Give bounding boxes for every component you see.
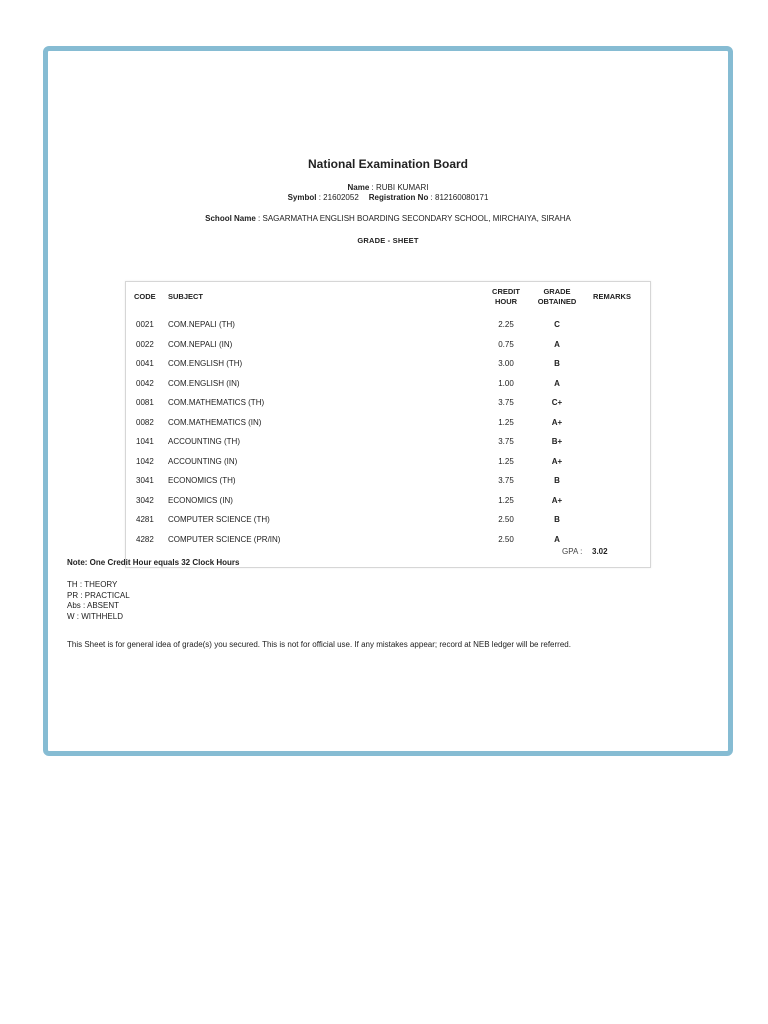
header-credit-hour	[484, 287, 528, 307]
subject-name: COM.MATHEMATICS (TH)	[168, 398, 265, 407]
table-row	[126, 394, 650, 414]
table-row	[126, 336, 650, 356]
subject-code: 0041	[136, 359, 154, 368]
subject-code: 1042	[136, 456, 154, 466]
credit-hour: 3.75	[498, 476, 514, 485]
grade-obtained: C	[554, 320, 560, 329]
credit-hour: 1.25	[498, 456, 514, 466]
subject-code: 0081	[136, 398, 154, 407]
credit-hour: 1.25	[498, 417, 514, 427]
credit-hour: 3.00	[498, 359, 514, 368]
gpa-label: GPA :	[562, 547, 583, 556]
credit-hour: 1.00	[498, 378, 514, 388]
grade-obtained: A	[554, 339, 560, 349]
header-grade-line2: OBTAINED	[537, 297, 577, 306]
grade-sheet-frame	[43, 46, 733, 756]
table-row	[126, 492, 650, 512]
credit-hour: 0.75	[498, 339, 514, 349]
grade-obtained: B+	[551, 437, 563, 446]
header-credit-line1: CREDIT	[492, 287, 520, 296]
grade-obtained: A+	[551, 495, 563, 505]
subject-code: 0021	[136, 320, 154, 329]
grade-obtained: B	[554, 515, 560, 524]
grade-obtained: B	[554, 359, 560, 368]
legend-item: PR : PRACTICAL	[67, 590, 130, 600]
table-row	[126, 453, 650, 473]
name-label: Name	[347, 183, 370, 192]
credit-hour: 2.50	[498, 515, 514, 524]
table-row	[126, 355, 650, 375]
table-row	[126, 316, 650, 336]
gpa-value: 3.02	[592, 547, 608, 556]
header-grade-line1: GRADE	[543, 287, 571, 296]
grade-obtained: C+	[551, 398, 563, 407]
header-remarks: REMARKS	[593, 292, 631, 301]
subject-name: ECONOMICS (IN)	[168, 495, 233, 505]
table-row	[126, 375, 650, 395]
board-title: National Examination Board	[307, 157, 469, 171]
credit-hour: 2.50	[498, 534, 514, 544]
symbol-registration-line: Symbol : 21602052 Registration No : 812160080171	[287, 193, 489, 202]
registration-label: Registration No	[368, 193, 429, 202]
subject-name: COM.ENGLISH (TH)	[168, 359, 243, 368]
header-subject: SUBJECT	[168, 292, 204, 301]
table-row	[126, 511, 650, 531]
subject-name: ECONOMICS (TH)	[168, 476, 236, 485]
grade-obtained: A	[554, 534, 560, 544]
student-name-line: Name : RUBI KUMARI	[347, 183, 429, 192]
disclaimer-text: This Sheet is for general idea of grade(s) you secured. This is not for official use. If any mistakes appear; record at NEB ledger will be referred.	[67, 640, 571, 649]
subject-name: COMPUTER SCIENCE (TH)	[168, 515, 270, 524]
legend-item: TH : THEORY	[67, 580, 118, 589]
subject-code: 0082	[136, 417, 154, 427]
table-row	[126, 433, 650, 453]
legend-item: W : WITHHELD	[67, 611, 123, 621]
legend-item: Abs : ABSENT	[67, 601, 120, 610]
symbol-value: 21602052	[323, 193, 359, 202]
school-value: SAGARMATHA ENGLISH BOARDING SECONDARY SCHOOL, MIRCHAIYA, SIRAHA	[262, 214, 571, 223]
header-grade-obtained	[534, 287, 580, 307]
registration-value: 812160080171	[435, 193, 489, 202]
credit-hour: 1.25	[498, 495, 514, 505]
subject-code: 3041	[136, 476, 154, 485]
subject-code: 1041	[136, 437, 154, 446]
credit-hour-note: Note: One Credit Hour equals 32 Clock Hours	[67, 558, 240, 567]
school-line: School Name : SAGARMATHA ENGLISH BOARDING SECONDARY SCHOOL, MIRCHAIYA, SIRAHA	[205, 214, 571, 223]
subject-code: 0022	[136, 339, 154, 349]
subject-code: 3042	[136, 495, 154, 505]
subject-name: ACCOUNTING (TH)	[168, 437, 240, 446]
table-row	[126, 414, 650, 434]
subject-name: COM.NEPALI (IN)	[168, 339, 233, 349]
credit-hour: 3.75	[498, 437, 514, 446]
credit-hour: 2.25	[498, 320, 514, 329]
sheet-title: GRADE - SHEET	[357, 236, 419, 245]
grade-obtained: A+	[551, 456, 563, 466]
grades-table	[125, 281, 651, 568]
grade-obtained: B	[554, 476, 560, 485]
subject-code: 0042	[136, 378, 154, 388]
table-row	[126, 472, 650, 492]
header-credit-line2: HOUR	[494, 297, 518, 306]
subject-name: COM.ENGLISH (IN)	[168, 378, 240, 388]
subject-name: COMPUTER SCIENCE (PR/IN)	[168, 534, 281, 544]
subject-code: 4282	[136, 534, 154, 544]
grade-obtained: A+	[551, 417, 563, 427]
grade-obtained: A	[554, 378, 560, 388]
subject-name: COM.NEPALI (TH)	[168, 320, 235, 329]
subject-code: 4281	[136, 515, 154, 524]
abbreviation-legend	[67, 580, 130, 622]
credit-hour: 3.75	[498, 398, 514, 407]
header-code: CODE	[134, 292, 156, 301]
symbol-label: Symbol	[287, 193, 317, 202]
subject-name: ACCOUNTING (IN)	[168, 456, 238, 466]
table-header	[126, 282, 650, 314]
name-value: RUBI KUMARI	[376, 183, 429, 192]
school-label: School Name	[205, 214, 256, 223]
subject-name: COM.MATHEMATICS (IN)	[168, 417, 262, 427]
